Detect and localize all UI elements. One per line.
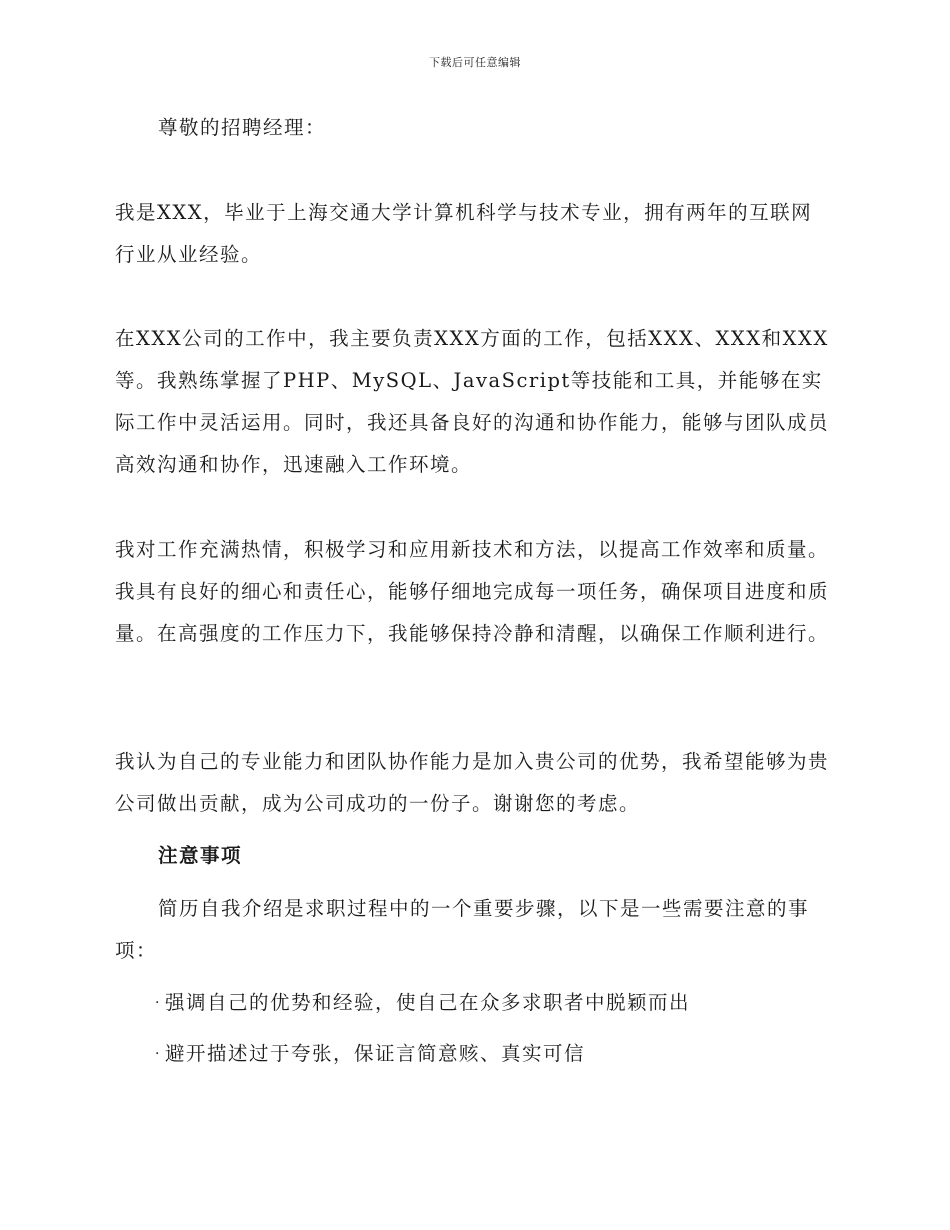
notes-intro: 简历自我介绍是求职过程中的一个重要步骤，以下是一些需要注意的事项： — [115, 897, 810, 962]
list-item — [155, 982, 690, 1024]
paragraph-work-attitude: 我对工作充满热情，积极学习和应用新技术和方法，以提高工作效率和质量。我具有良好的细心和责任心，能够仔细地完成每一项任务，确保项目进度和质量。在高强度的工作压力下，我能够保持冷静和清醒，以确保工作顺利进行。 — [115, 538, 830, 645]
list-item — [155, 1033, 690, 1075]
notes-heading: 注意事项 — [158, 844, 243, 867]
page-header: 下载后可任意编辑 — [429, 56, 521, 69]
paragraph-closing: 我认为自己的专业能力和团队协作能力是加入贵公司的优势，我希望能够为贵公司做出贡献，成为公司成功的一份子。谢谢您的考虑。 — [115, 750, 830, 815]
list-item-text: 避开描述过于夸张，保证言简意赅、真实可信 — [164, 1042, 585, 1065]
paragraph-work-experience: 在XXX公司的工作中，我主要负责XXX方面的工作，包括XXX、XXX和XXX等。我熟练掌握了PHP、MySQL、JavaScript等技能和工具，并能够在实际工作中灵活运用。同时，我还具备良好的沟通和协作能力，能够与团队成员高效沟通和协作，迅速融入工作环境。 — [115, 327, 830, 476]
paragraph-education: 我是XXX，毕业于上海交通大学计算机科学与技术专业，拥有两年的互联网行业从业经验。 — [115, 201, 813, 266]
bullet-icon: · — [155, 995, 161, 1011]
bullet-icon: · — [155, 1046, 161, 1062]
salutation: 尊敬的招聘经理： — [158, 116, 327, 139]
list-item-text: 强调自己的优势和经验，使自己在众多求职者中脱颖而出 — [164, 991, 690, 1014]
notes-list — [155, 982, 690, 1084]
